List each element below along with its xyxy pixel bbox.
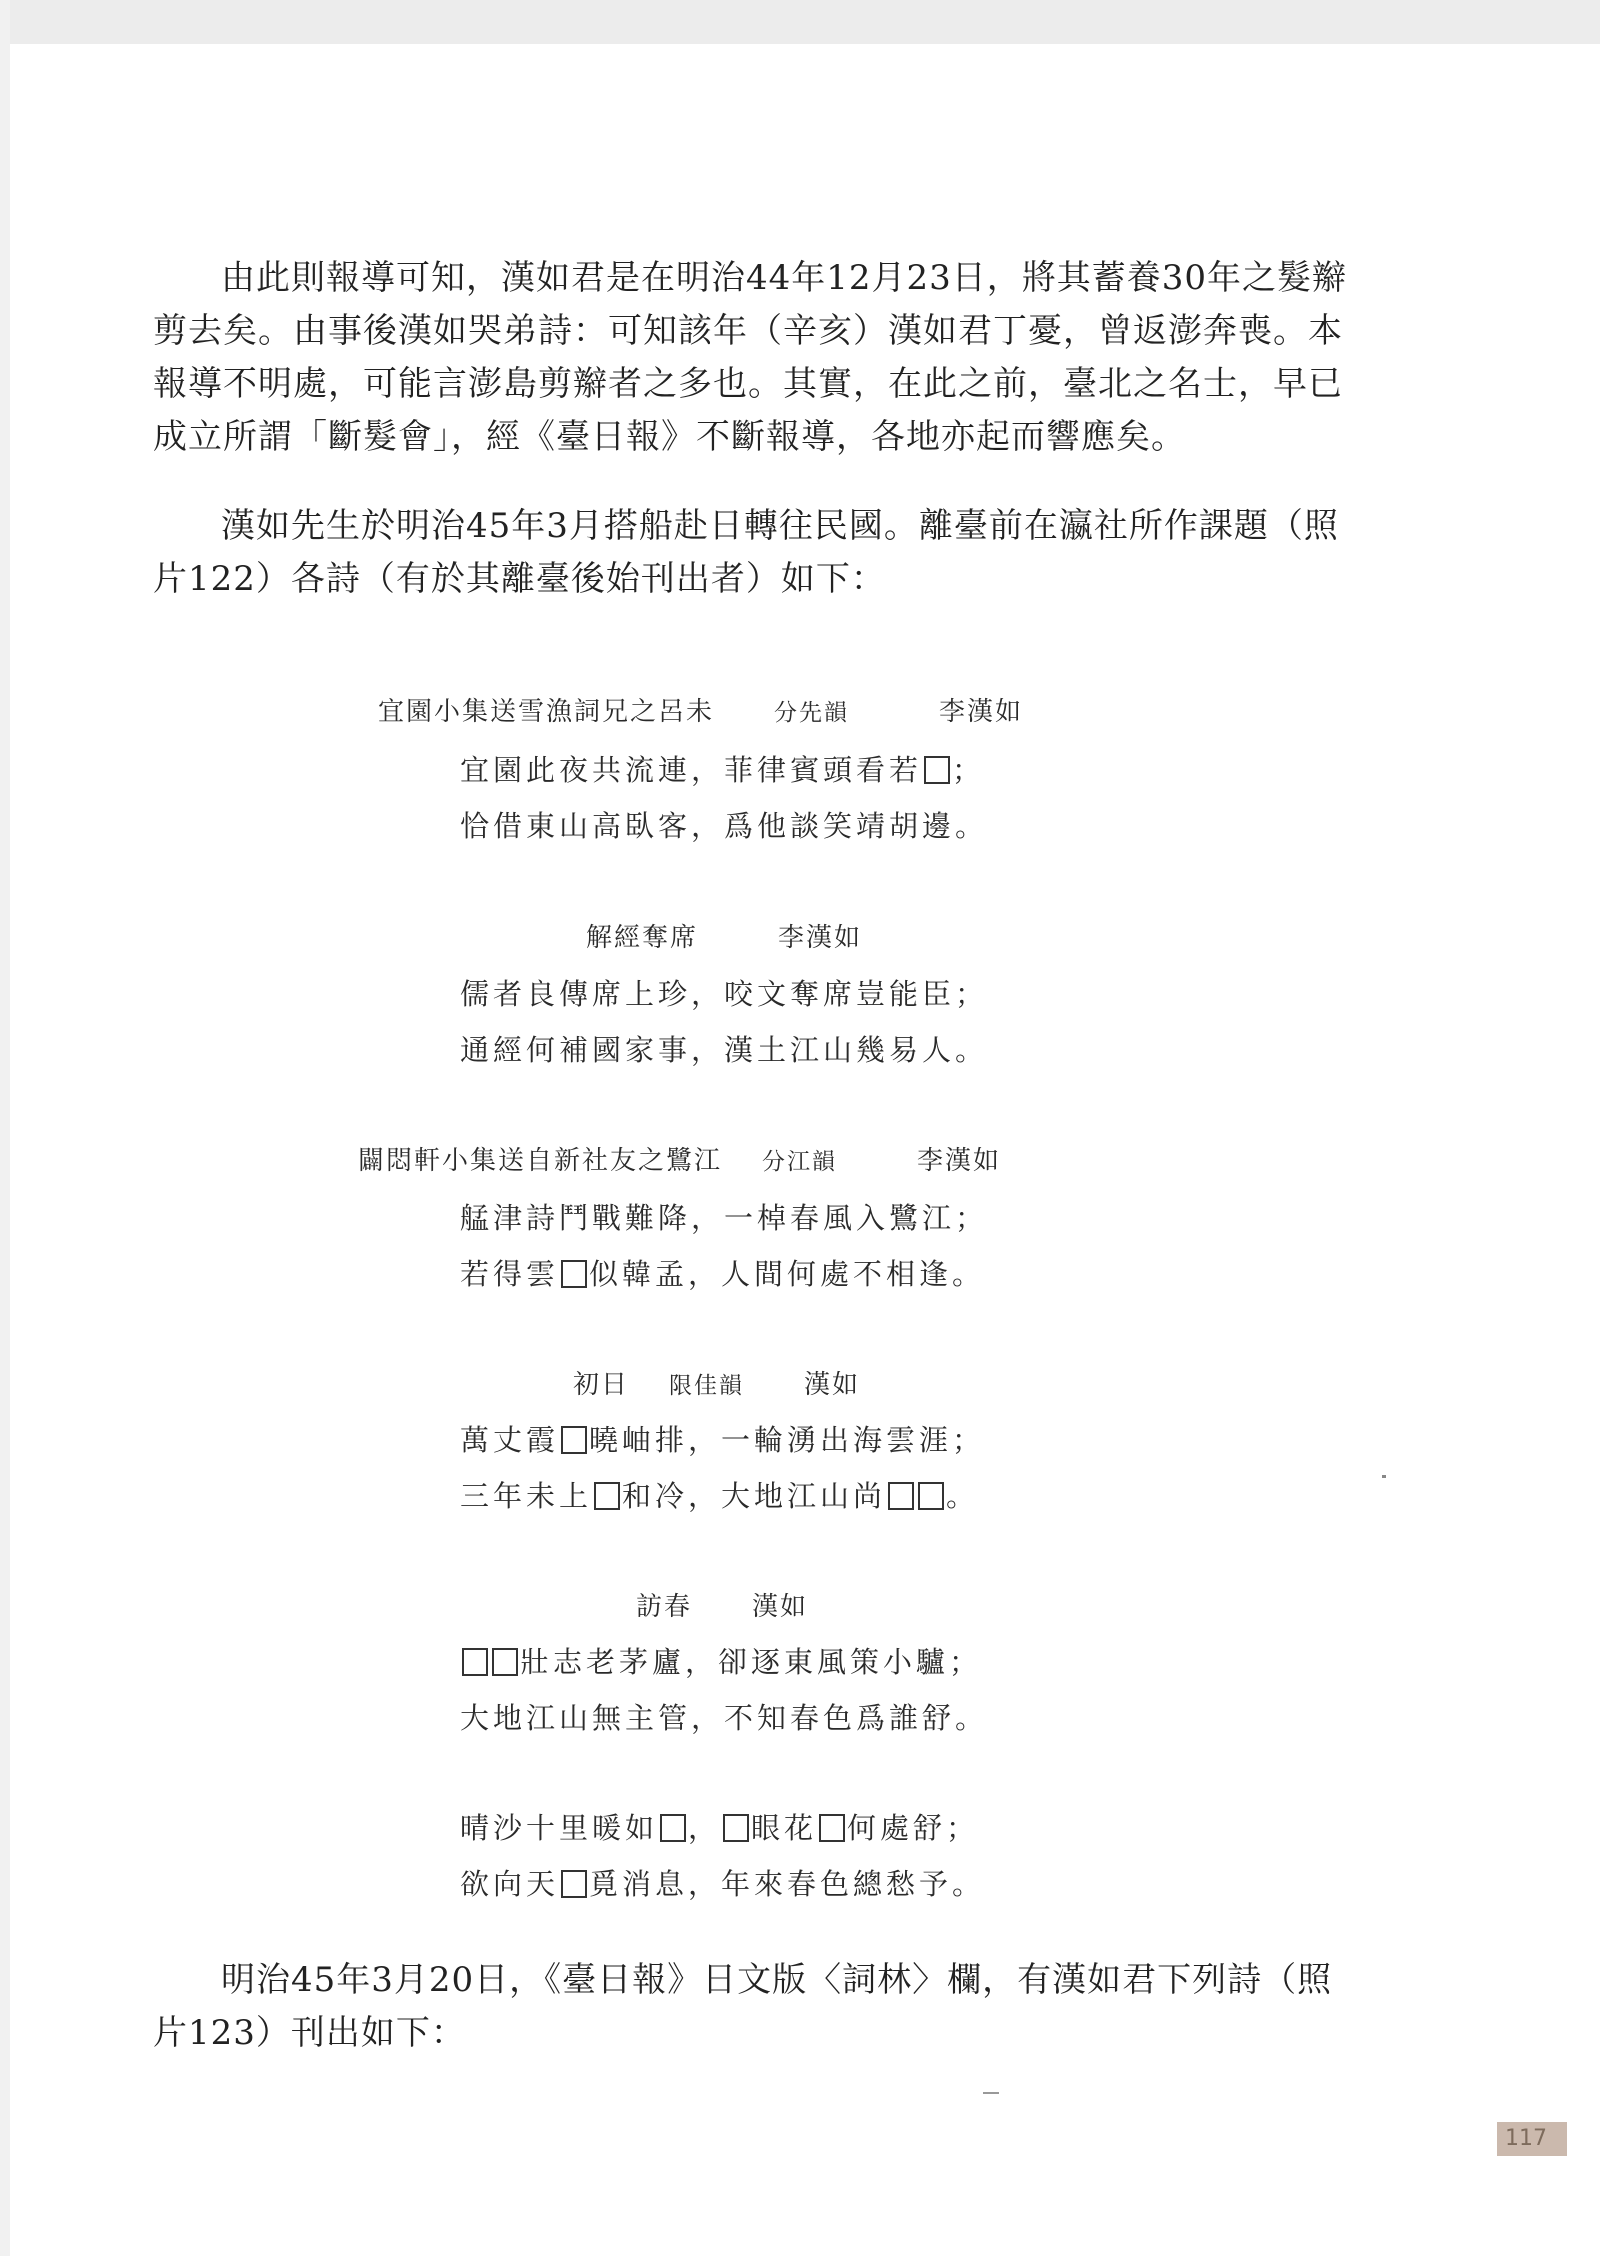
missing-char-box bbox=[561, 1870, 587, 1898]
scan-speck bbox=[1382, 1475, 1386, 1478]
poem-author: 漢如 bbox=[804, 1370, 861, 1400]
missing-char-box bbox=[660, 1814, 686, 1842]
poem-line: 晴沙十里暖如 ， 眼花 何處舒； bbox=[460, 1811, 980, 1845]
poem-line: 大地江山無主管，不知春色爲誰舒。 bbox=[460, 1701, 989, 1735]
missing-char-box bbox=[888, 1482, 914, 1510]
missing-char-box bbox=[723, 1814, 749, 1842]
poem-title: 闢悶軒小集送自新社友之鷺江 bbox=[358, 1146, 723, 1176]
poem-title: 解經奪席 bbox=[586, 923, 699, 953]
page-number: 117 bbox=[1497, 2122, 1567, 2156]
paragraph-text: 明治45年3月20日，《臺日報》日文版〈詞林〉欄，有漢如君下列詩（照片123）刊出如下： bbox=[153, 1960, 1333, 2053]
poem-author: 漢如 bbox=[752, 1592, 809, 1622]
poem-title: 訪春 bbox=[636, 1592, 693, 1622]
poem-line: 萬丈霞 曉岫排，一輪湧出海雲涯； bbox=[460, 1423, 986, 1457]
scan-speck bbox=[983, 2092, 999, 2094]
paragraph-text: 由此則報導可知，漢如君是在明治44年12月23日，將其蓄養30年之髮辮剪去矣。由事後漢如哭弟詩：可知該年（辛亥）漢如君丁憂，曾返澎奔喪。本報導不明處，可能言澎島剪辮者之多也。其實，在此之前，臺北之名士，早已成立所謂「斷髮會」，經《臺日報》不斷報導，各地亦起而響應矣。 bbox=[153, 258, 1348, 457]
missing-char-box bbox=[918, 1482, 944, 1510]
paragraph-cilin-column bbox=[153, 1954, 1355, 2060]
poem-title: 宜園小集送雪漁詞兄之呂未 bbox=[378, 697, 715, 727]
poem-line: 三年未上 和冷，大地江山尚 。 bbox=[460, 1479, 980, 1513]
poem-line: 宜園此夜共流連，菲律賓頭看若 ； bbox=[460, 753, 986, 787]
missing-char-box bbox=[561, 1260, 587, 1288]
poem-title-row bbox=[586, 917, 862, 954]
missing-char-box bbox=[924, 756, 950, 784]
paragraph-text: 漢如先生於明治45年3月搭船赴日轉往民國。離臺前在瀛社所作課題（照片122）各詩（有於其離臺後始刊出者）如下： bbox=[153, 506, 1339, 599]
missing-char-box bbox=[492, 1648, 518, 1676]
poem-title: 初日 bbox=[573, 1370, 630, 1400]
poem-author: 李漢如 bbox=[778, 923, 863, 953]
missing-char-box bbox=[594, 1482, 620, 1510]
poem-line: 欲向天 覓消息，年來春色總愁予。 bbox=[460, 1867, 986, 1901]
poem-line: 若得雲 似韓孟，人間何處不相逢。 bbox=[460, 1257, 986, 1291]
scan-left-edge bbox=[0, 0, 10, 2256]
poem-line: 儒者良傳席上珍，咬文奪席豈能臣； bbox=[460, 977, 989, 1011]
paragraph-departure bbox=[153, 500, 1355, 606]
poem-line: 艋津詩鬥戰難降，一棹春風入鷺江； bbox=[460, 1201, 989, 1235]
poem-rhyme: 分先韻 bbox=[774, 700, 850, 726]
poem-title-row bbox=[358, 1140, 1001, 1177]
missing-char-box bbox=[462, 1648, 488, 1676]
poem-author: 李漢如 bbox=[917, 1146, 1002, 1176]
poem-line: 恰借東山高臥客，爲他談笑靖胡邊。 bbox=[460, 809, 989, 843]
poem-rhyme: 限佳韻 bbox=[669, 1373, 745, 1399]
missing-char-box bbox=[561, 1426, 587, 1454]
poem-author: 李漢如 bbox=[939, 697, 1024, 727]
paragraph-haircut-report bbox=[153, 252, 1355, 464]
scan-top-band bbox=[0, 0, 1600, 44]
poem-rhyme: 分江韻 bbox=[762, 1149, 838, 1175]
poem-title-row bbox=[378, 691, 1023, 728]
poem-line: 壯志老茅廬，卻逐東風策小驢； bbox=[460, 1640, 982, 1681]
poem-title-row bbox=[636, 1586, 808, 1623]
poem-line: 通經何補國家事，漢土江山幾易人。 bbox=[460, 1033, 989, 1067]
poem-title-row bbox=[573, 1364, 860, 1401]
missing-char-box bbox=[819, 1814, 845, 1842]
